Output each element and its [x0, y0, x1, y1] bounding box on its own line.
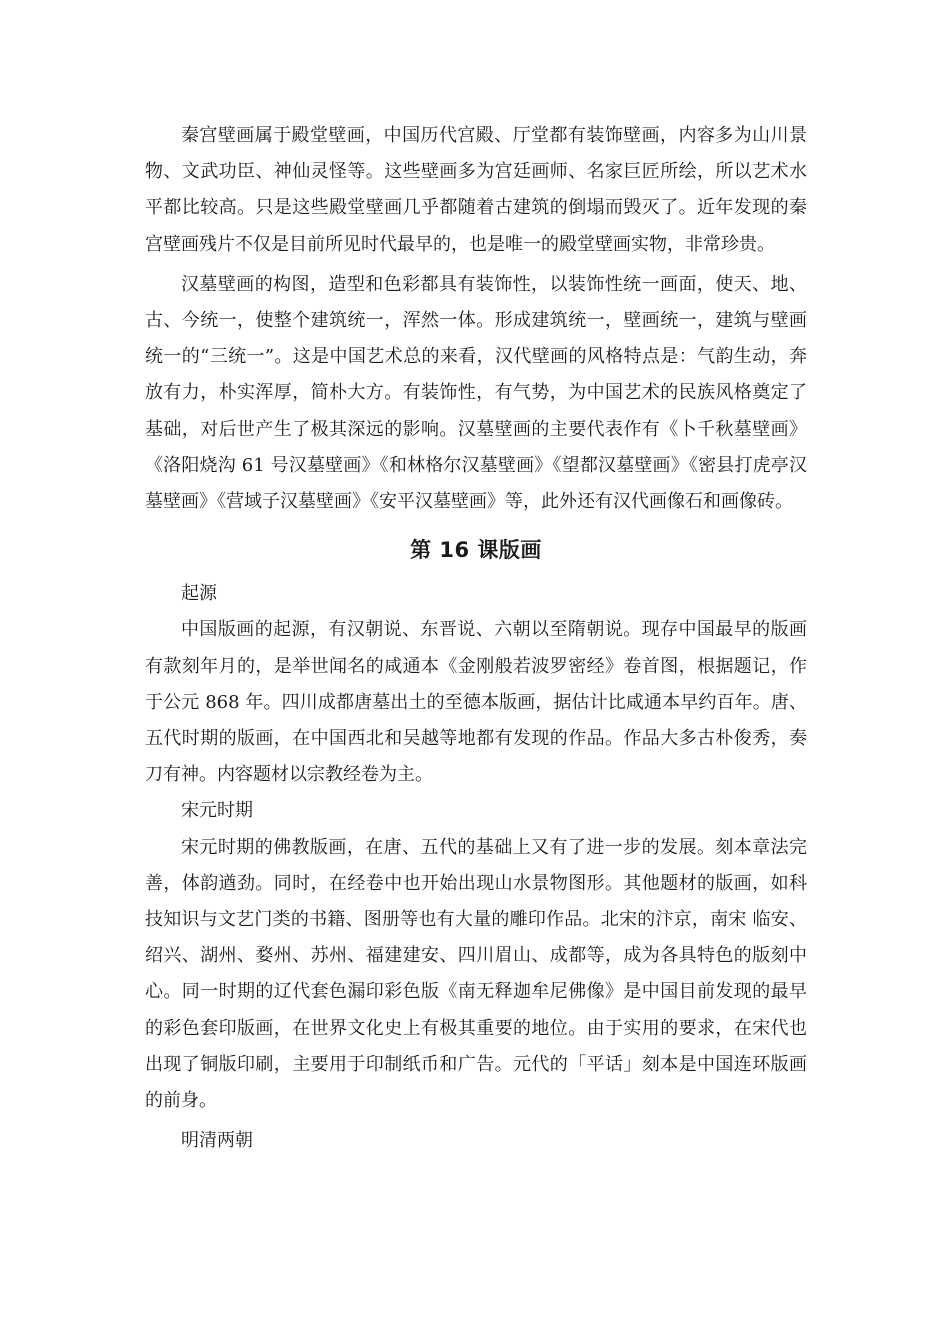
- section-body-origin: 中国版画的起源，有汉朝说、东晋说、六朝以至隋朝说。现存中国最早的版画有款刻年月的，是举世闻名的咸通本《金刚般若波罗密经》卷首图，根据题记，作于公元 868 年。四川成都唐墓出土的至德本版画，据估计比咸通本早约百年。唐、五代时期的版画，在中国西北和吴越等地都有发现的作品。作品大多古朴俊秀，奏刀有神。内容题材以宗教经卷为主。: [145, 619, 807, 786]
- paragraph-han-tomb-murals: 汉墓壁画的构图，造型和色彩都具有装饰性，以装饰性统一画面，使天、地、古、今统一，使整个建筑统一，浑然一体。形成建筑统一，壁画统一，建筑与壁画统一的“三统一”。这是中国艺术总的来看，汉代壁画的风格特点是：气韵生动，奔放有力，朴实浑厚，简朴大方。有装饰性，有气势，为中国艺术的民族风格奠定了基础，对后世产生了极其深远的影响。汉墓壁画的主要代表作有《卜千秋墓壁画》《洛阳烧沟 61 号汉墓壁画》《和林格尔汉墓壁画》《望都汉墓壁画》《密县打虎亭汉墓壁画》《营域子汉墓壁画》《安平汉墓壁画》等，此外还有汉代画像石和画像砖。: [145, 273, 807, 513]
- lesson-title: 第 16 课版画: [410, 538, 542, 563]
- section-body-song-yuan: 宋元时期的佛教版画，在唐、五代的基础上又有了进一步的发展。刻本章法完善，体韵遒劲。同时，在经卷中也开始出现山水景物图形。其他题材的版画，如科技知识与文艺门类的书籍、图册等也有大量的雕印作品。北宋的汴京，南宋 临安、绍兴、湖州、婺州、苏州、福建建安、四川眉山、成都等，成为各具特色的版刻中心。同一时期的辽代套色漏印彩色版《南无释迦牟尼佛像》是中国目前发现的最早的彩色套印版画，在世界文化史上有极其重要的地位。由于实用的要求，在宋代也出现了铜版印刷，主要用于印制纸币和广告。元代的「平话」刻本是中国连环版画的前身。: [145, 836, 807, 1112]
- section-heading-origin: 起源: [181, 583, 217, 605]
- section-heading-ming-qing: 明清两朝: [181, 1130, 253, 1152]
- document-body: [145, 118, 807, 1159]
- paragraph-qin-palace-murals: 秦宫壁画属于殿堂壁画，中国历代宫殿、厅堂都有装饰壁画，内容多为山川景物、文武功臣、神仙灵怪等。这些壁画多为宫廷画师、名家巨匠所绘，所以艺术水平都比较高。只是这些殿堂壁画几乎都随着古建筑的倒塌而毁灭了。近年发现的秦宫壁画残片不仅是目前所见时代最早的，也是唯一的殿堂壁画实物，非常珍贵。: [145, 125, 807, 255]
- section-heading-song-yuan: 宋元时期: [181, 800, 253, 822]
